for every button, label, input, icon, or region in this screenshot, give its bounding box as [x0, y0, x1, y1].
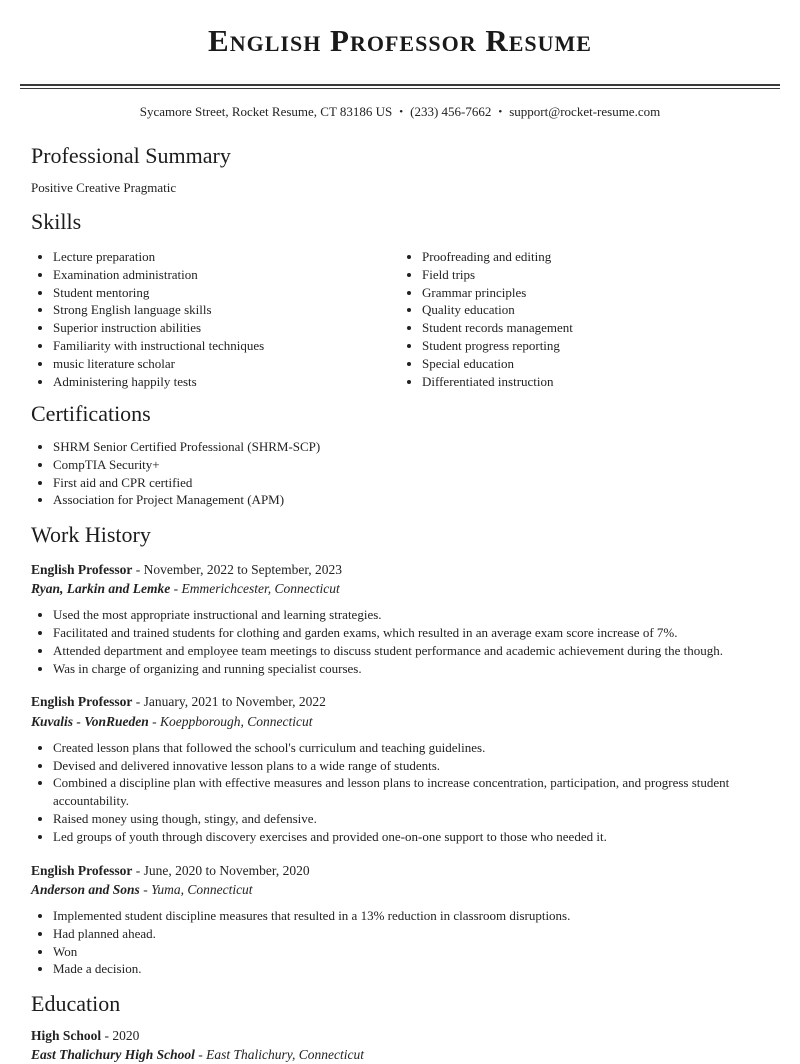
job-entry [31, 862, 769, 979]
dash-separator: - [104, 1027, 110, 1043]
dash-separator: - [135, 561, 141, 577]
skill-item: • Special education [422, 355, 769, 373]
job-location: Koeppborough, Connecticut [160, 713, 313, 729]
skill-item: • Quality education [422, 301, 769, 319]
job-bullet: • Won [53, 943, 769, 961]
dash-separator: - [152, 713, 157, 729]
certification-item: • Association for Project Management (APM) [53, 491, 769, 509]
skill-item: • Administering happily tests [53, 373, 400, 391]
skill-item: • Student records management [422, 319, 769, 337]
contact-address: Sycamore Street, Rocket Resume, CT 83186 US [139, 104, 393, 120]
job-bullet: • Created lesson plans that followed the school's curriculum and teaching guidelines. [53, 739, 769, 757]
skill-item: • Superior instruction abilities [53, 319, 400, 337]
education-degree: High School [31, 1027, 102, 1043]
header-divider [20, 84, 780, 89]
work-history-heading: Work History [31, 522, 151, 548]
certification-item: • CompTIA Security+ [53, 456, 769, 474]
job-bullet: • Devised and delivered innovative lesson plans to a wide range of students. [53, 757, 769, 775]
job-dates: November, 2022 to September, 2023 [143, 561, 343, 577]
resume-page [0, 22, 800, 1064]
job-location: Emmerichcester, Connecticut [181, 580, 340, 596]
job-bullet-list [31, 739, 769, 846]
job-bullet-list [31, 907, 769, 978]
job-title: English Professor [31, 694, 133, 710]
certification-item: • First aid and CPR certified [53, 474, 769, 492]
job-title: English Professor [31, 561, 133, 577]
skill-item: • Strong English language skills [53, 301, 400, 319]
job-bullet-list [31, 606, 769, 677]
education-dates: 2020 [112, 1027, 140, 1043]
skills-right-list [400, 248, 769, 390]
job-title-line [31, 862, 769, 880]
skill-item: • Familiarity with instructional techniques [53, 337, 400, 355]
skills-columns [31, 248, 769, 390]
contact-email: support@rocket-resume.com [509, 104, 661, 120]
education-school: East Thalichury High School [31, 1046, 195, 1062]
job-bullet: • Made a decision. [53, 960, 769, 978]
job-location: Yuma, Connecticut [151, 881, 253, 897]
job-bullet: • Implemented student discipline measures that resulted in a 13% reduction in classroom disruptions. [53, 907, 769, 925]
job-bullet: • Led groups of youth through discovery exercises and provided one-on-one support to those who needed it. [53, 828, 769, 846]
summary-heading: Professional Summary [31, 142, 231, 168]
skill-item: • music literature scholar [53, 355, 400, 373]
skills-heading: Skills [31, 209, 82, 235]
skill-item: • Differentiated instruction [422, 373, 769, 391]
job-company: Ryan, Larkin and Lemke [31, 580, 171, 596]
contact-line [0, 103, 800, 121]
education-location: East Thalichury, Connecticut [206, 1046, 365, 1062]
job-entry [31, 561, 769, 678]
job-entry [31, 693, 769, 845]
certification-item: • SHRM Senior Certified Professional (SHRM-SCP) [53, 438, 769, 456]
summary-text: Positive Creative Pragmatic [31, 180, 177, 196]
contact-bullet-separator: • [399, 106, 404, 119]
education-school-line [31, 1046, 769, 1064]
dash-separator: - [143, 881, 148, 897]
dash-separator: - [173, 580, 179, 596]
job-bullet: • Used the most appropriate instructional and learning strategies. [53, 606, 769, 624]
dash-separator: - [135, 862, 141, 878]
certifications-list [31, 438, 769, 509]
job-bullet: • Raised money using though, stingy, and defensive. [53, 810, 769, 828]
education-entry [31, 1027, 769, 1064]
job-company: Anderson and Sons [31, 881, 140, 897]
skill-item: • Examination administration [53, 266, 400, 284]
contact-bullet-separator: • [498, 106, 503, 119]
job-bullet: • Facilitated and trained students for clothing and garden exams, which resulted in an average exam score increase of 7%. [53, 624, 769, 642]
job-title-line [31, 693, 769, 711]
skill-item: • Student progress reporting [422, 337, 769, 355]
job-title: English Professor [31, 862, 133, 878]
certifications-heading: Certifications [31, 401, 151, 427]
skills-left-list [31, 248, 400, 390]
job-bullet: • Had planned ahead. [53, 925, 769, 943]
skill-item: • Grammar principles [422, 284, 769, 302]
dash-separator: - [198, 1046, 203, 1062]
skill-item: • Student mentoring [53, 284, 400, 302]
education-degree-line [31, 1027, 769, 1045]
dash-separator: - [135, 694, 141, 710]
job-bullet: • Was in charge of organizing and running specialist courses. [53, 660, 769, 678]
skill-item: • Lecture preparation [53, 248, 400, 266]
job-title-line [31, 561, 769, 579]
resume-body [0, 142, 800, 1064]
job-company-line [31, 713, 769, 731]
job-dates: January, 2021 to November, 2022 [143, 694, 326, 710]
contact-phone: (233) 456-7662 [410, 104, 492, 120]
job-dates: June, 2020 to November, 2020 [143, 862, 310, 878]
job-company: Kuvalis - VonRueden [31, 713, 149, 729]
skill-item: • Field trips [422, 266, 769, 284]
page-title: English Professor Resume [208, 23, 592, 58]
job-company-line [31, 881, 769, 899]
job-bullet: • Attended department and employee team meetings to discuss student performance and academic achievement during the though. [53, 642, 769, 660]
job-company-line [31, 580, 769, 598]
skill-item: • Proofreading and editing [422, 248, 769, 266]
education-heading: Education [31, 991, 121, 1017]
job-bullet: • Combined a discipline plan with effective measures and lesson plans to increase concentration, participation, and progress student accountability. [53, 774, 769, 810]
